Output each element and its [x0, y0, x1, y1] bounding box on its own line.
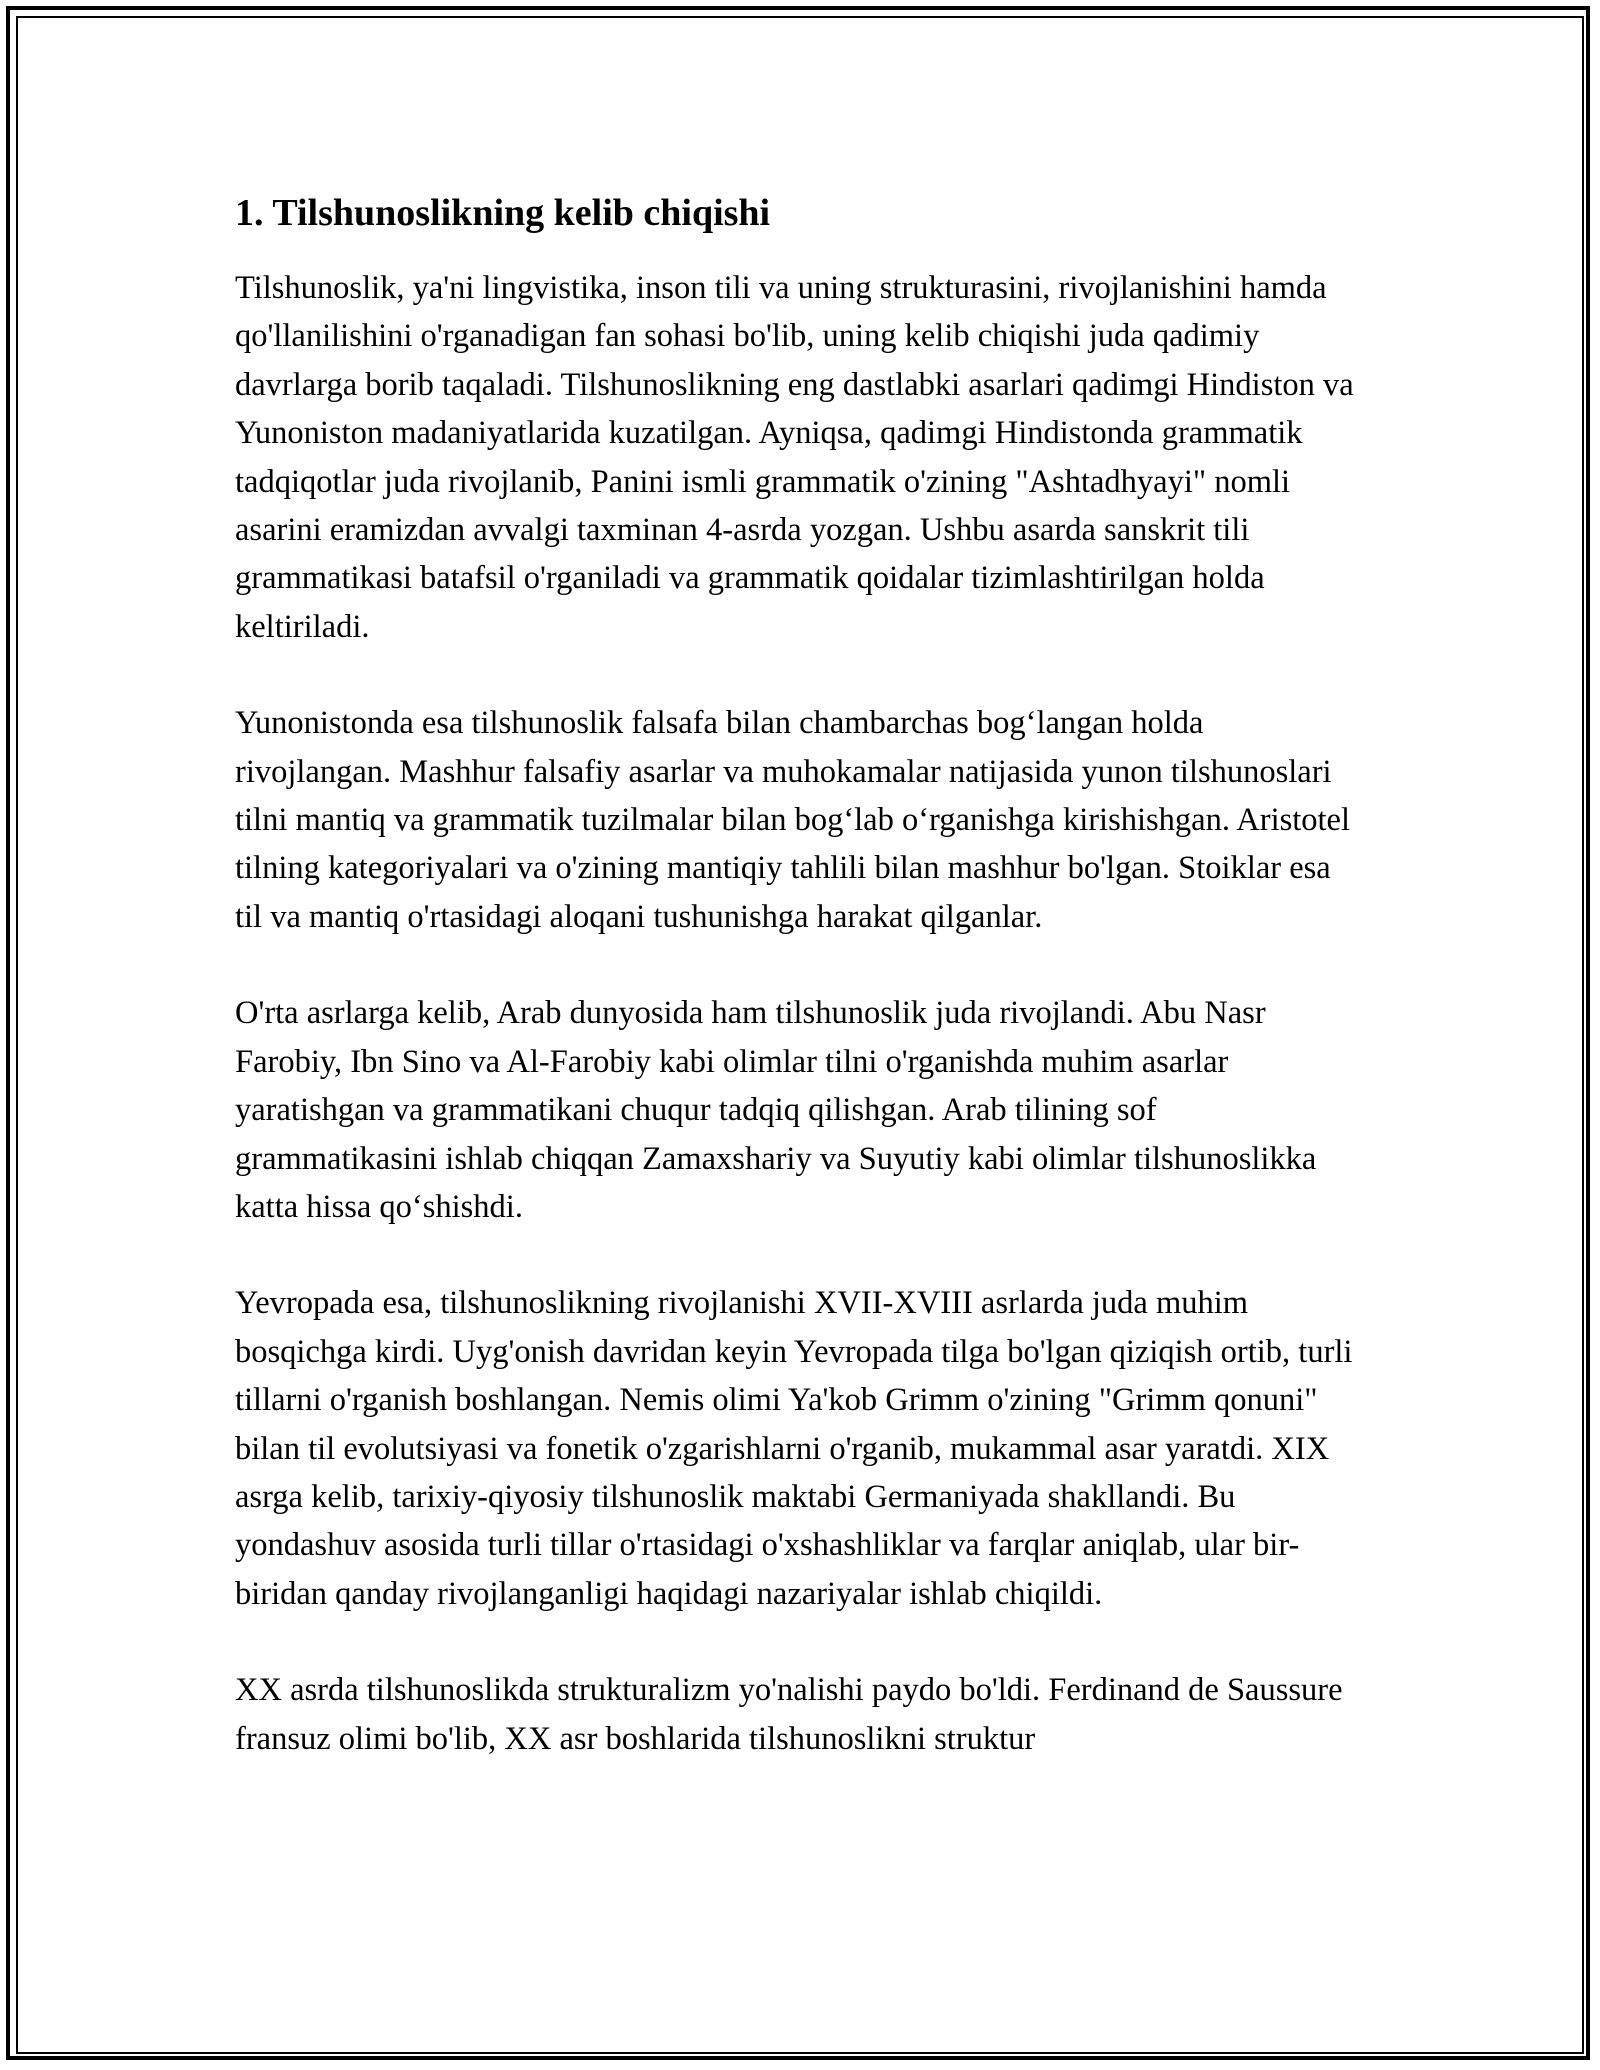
document-body [235, 188, 1365, 1763]
paragraph-europe: Yevropada esa, tilshunoslikning rivojlanishi XVII-XVIII asrlarda juda muhim bosqichga kirdi. Uyg'onish davridan keyin Yevropada tilga bo'lgan qiziqish ortib, turli tillarni o'rganish boshlangan. Nemis olimi Ya'kob Grimm o'zining "Grimm qonuni" bilan til evolutsiyasi va fonetik o'zgarishlarni o'rganib, mukammal asar yaratdi. XIX asrga kelib, tarixiy-qiyosiy tilshunoslik maktabi Germaniyada shakllandi. Bu yondashuv asosida turli tillar o'rtasidagi o'xshashliklar va farqlar aniqlab, ular bir-biridan qanday rivojlanganligi haqidagi nazariyalar ishlab chiqildi. [235, 1285, 1353, 1612]
section-heading: 1. Tilshunoslikning kelib chiqishi [235, 192, 771, 234]
paragraph-origins: Tilshunoslik, ya'ni lingvistika, inson tili va uning strukturasini, rivojlanishini hamda qo'llanilishini o'rganadigan fan sohasi bo'lib, uning kelib chiqishi juda qadimiy davrlarga borib taqaladi. Tilshunoslikning eng dastlabki asarlari qadimgi Hindiston va Yunoniston madaniyatlarida kuzatilgan. Ayniqsa, qadimgi Hindistonda grammatik tadqiqotlar juda rivojlanib, Panini ismli grammatik o'zining "Ashtadhyayi" nomli asarini eramizdan avvalgi taxminan 4-asrda yozgan. Ushbu asarda sanskrit tili grammatikasi batafsil o'rganiladi va grammatik qoidalar tizimlashtirilgan holda keltiriladi. [235, 270, 1354, 645]
paragraph-structuralism: XX asrda tilshunoslikda strukturalizm yo'nalishi paydo bo'ldi. Ferdinand de Saussure fransuz olimi bo'lib, XX asr boshlarida tilshunoslikni struktur [235, 1672, 1343, 1757]
paragraph-greece: Yunonistonda esa tilshunoslik falsafa bilan chambarchas bog‘langan holda rivojlangan. Mashhur falsafiy asarlar va muhokamalar natijasida yunon tilshunoslari tilni mantiq va grammatik tuzilmalar bilan bog‘lab o‘rganishga kirishishgan. Aristotel tilning kategoriyalari va o'zining mantiqiy tahlili bilan mashhur bo'lgan. Stoiklar esa til va mantiq o'rtasidagi aloqani tushunishga harakat qilganlar. [235, 705, 1351, 935]
paragraph-arab-world: O'rta asrlarga kelib, Arab dunyosida ham tilshunoslik juda rivojlandi. Abu Nasr Farobiy, Ibn Sino va Al-Farobiy kabi olimlar tilni o'rganishda muhim asarlar yaratishgan va grammatikani chuqur tadqiq qilishgan. Arab tilining sof grammatikasini ishlab chiqqan Zamaxshariy va Suyutiy kabi olimlar tilshunoslikka katta hissa qo‘shishdi. [235, 995, 1317, 1225]
